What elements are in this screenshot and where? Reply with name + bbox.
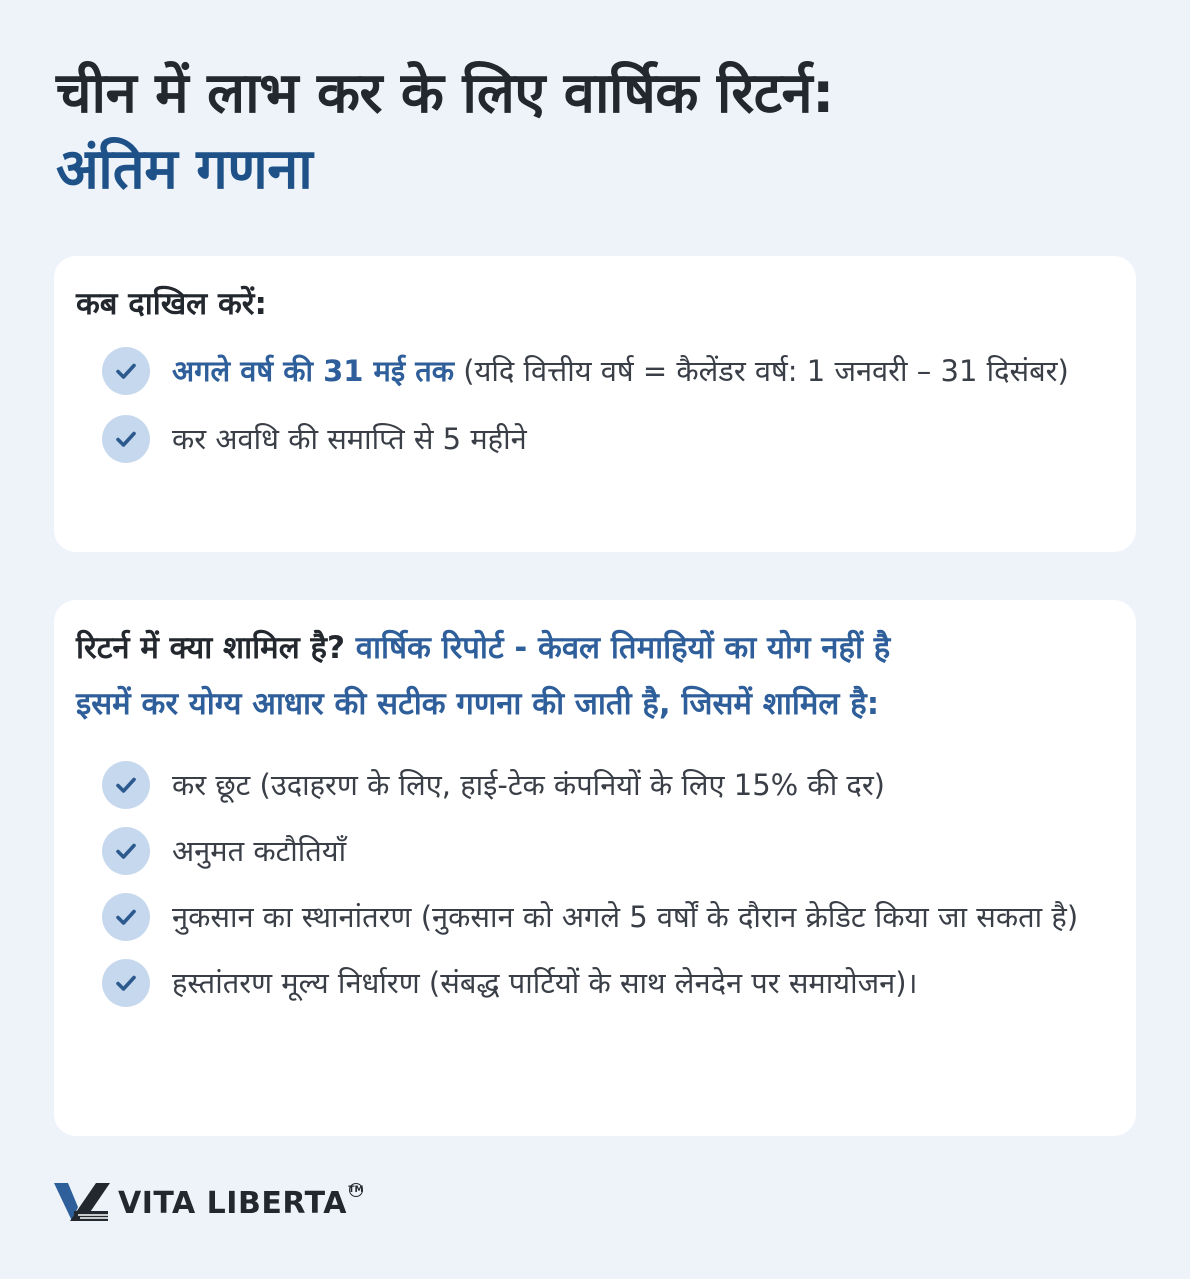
check-icon: [102, 347, 150, 395]
taxable-base-highlight: इसमें कर योग्य आधार की सटीक गणना की जाती है, जिसमें शामिल है:: [76, 686, 880, 722]
list-item: [76, 414, 1096, 464]
deductions-text: अनुमत कटौतियाँ: [172, 834, 347, 868]
return-contents-card: [54, 600, 1136, 1136]
deadline-detail: (यदि वित्तीय वर्ष = कैलेंडर वर्ष: 1 जनवरी – 31 दिसंबर): [454, 354, 1069, 388]
page-title: [56, 56, 1136, 208]
vita-liberta-logo-icon: [54, 1181, 110, 1225]
brand-name: VITA LIBERTA: [118, 1185, 347, 1221]
list-item: [76, 892, 1096, 942]
list-item: [76, 760, 1096, 810]
page-title-line1: चीन में लाभ कर के लिए वार्षिक रिटर्न:: [56, 61, 834, 126]
period-text: कर अवधि की समाप्ति से 5 महीने: [172, 422, 527, 456]
when-to-file-list: [76, 346, 1096, 464]
brand-logo: [54, 1180, 363, 1226]
tax-exemption-text: कर छूट (उदाहरण के लिए, हाई-टेक कंपनियों के लिए 15% की दर): [172, 768, 886, 802]
page-title-line2: अंतिम गणना: [56, 137, 313, 202]
return-contents-heading: [76, 600, 956, 732]
list-item: [76, 958, 1096, 1008]
when-to-file-heading: कब दाखिल करें:: [76, 286, 267, 322]
list-item: [76, 346, 1096, 396]
return-contents-question: रिटर्न में क्या शामिल है?: [76, 630, 345, 666]
check-icon: [102, 893, 150, 941]
loss-carryforward-text: नुकसान का स्थानांतरण (नुकसान को अगले 5 वर्षों के दौरान क्रेडिट किया जा सकता है): [172, 900, 1079, 934]
transfer-pricing-text: हस्तांतरण मूल्य निर्धारण (संबद्ध पार्टियों के साथ लेनदेन पर समायोजन)।: [172, 966, 918, 1000]
check-icon: [102, 415, 150, 463]
when-to-file-card: [54, 256, 1136, 552]
deadline-highlight: अगले वर्ष की 31 मई तक: [172, 354, 455, 388]
check-icon: [102, 827, 150, 875]
list-item: [76, 826, 1096, 876]
trademark-mark: TM: [348, 1185, 364, 1195]
annual-report-highlight: वार्षिक रिपोर्ट - केवल तिमाहियों का योग नहीं है: [355, 630, 891, 666]
check-icon: [102, 761, 150, 809]
check-icon: [102, 959, 150, 1007]
return-contents-list: [76, 760, 1096, 1008]
